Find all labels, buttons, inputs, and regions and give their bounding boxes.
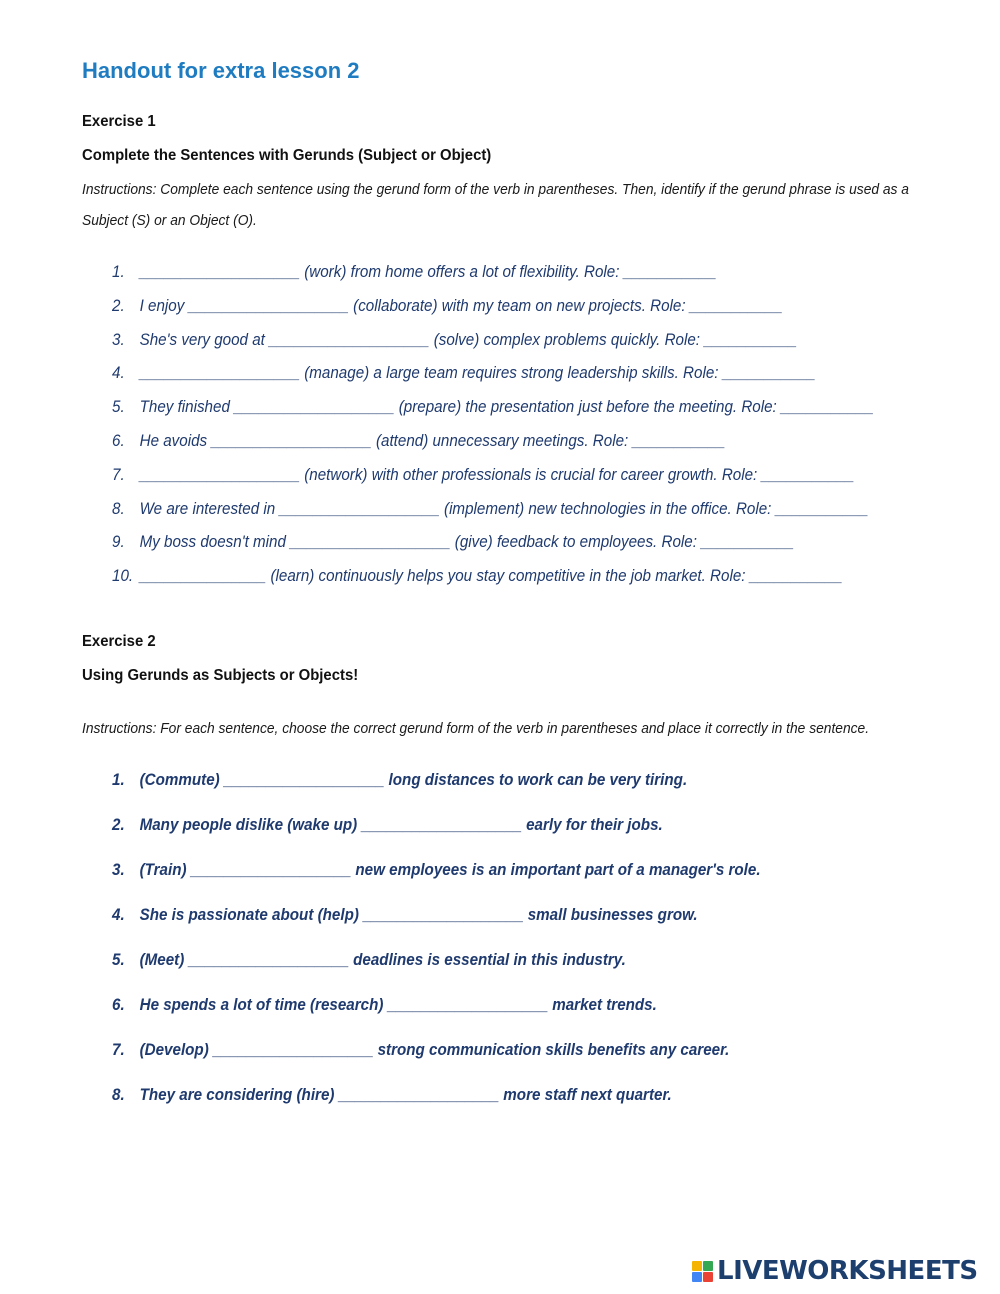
item-text: _______________ (learn) continuously helps you stay competitive in the job market. Role: ___________ <box>139 567 843 586</box>
item-text: We are interested in ___________________ (implement) new technologies in the office. Role: ___________ <box>139 499 869 518</box>
item-number: 9. <box>112 533 125 552</box>
item-number: 8. <box>112 499 125 518</box>
exercise2-heading: Using Gerunds as Subjects or Objects! <box>82 667 359 684</box>
logo-square <box>692 1272 702 1282</box>
page-title: Handout for extra lesson 2 <box>82 58 360 83</box>
logo-square <box>692 1261 702 1271</box>
exercise1-label: Exercise 1 <box>82 113 156 130</box>
exercise1-heading: Complete the Sentences with Gerunds (Subject or Object) <box>82 147 492 164</box>
item-number: 3. <box>112 861 125 879</box>
item-number: 6. <box>112 996 125 1014</box>
logo-square <box>703 1261 713 1271</box>
exercise2-label: Exercise 2 <box>82 633 156 650</box>
item-text: ___________________ (manage) a large team requires strong leadership skills. Role: ___________ <box>139 364 816 383</box>
exercise2-instructions: Instructions: For each sentence, choose the correct gerund form of the verb in parentheses and place it correctly in the sentence. <box>82 720 870 737</box>
item-number: 4. <box>112 364 125 383</box>
item-number: 2. <box>112 816 125 834</box>
item-number: 5. <box>112 398 125 417</box>
item-text: (Train) ___________________ new employees is an important part of a manager's role. <box>139 861 761 879</box>
item-number: 1. <box>112 771 125 789</box>
item-text: ___________________ (work) from home offers a lot of flexibility. Role: ___________ <box>139 263 717 281</box>
item-text: (Meet) ___________________ deadlines is essential in this industry. <box>139 951 626 969</box>
item-text: They are considering (hire) ___________________ more staff next quarter. <box>139 1086 672 1104</box>
logo-mark-icon <box>692 1261 713 1282</box>
item-number: 7. <box>112 1041 125 1059</box>
item-text: She's very good at ___________________ (solve) complex problems quickly. Role: ___________ <box>139 330 798 349</box>
item-text: He spends a lot of time (research) ___________________ market trends. <box>139 996 657 1014</box>
item-text: I enjoy ___________________ (collaborate) with my team on new projects. Role: ___________ <box>139 296 783 315</box>
item-number: 7. <box>112 465 125 484</box>
item-number: 1. <box>112 263 125 281</box>
item-number: 4. <box>112 906 125 924</box>
item-number: 5. <box>112 951 125 969</box>
item-number: 8. <box>112 1086 125 1104</box>
logo-square <box>703 1272 713 1282</box>
item-number: 2. <box>112 296 125 315</box>
item-text: Many people dislike (wake up) ___________________ early for their jobs. <box>139 816 663 834</box>
item-number: 6. <box>112 431 125 450</box>
item-text: My boss doesn't mind ___________________ (give) feedback to employees. Role: ___________ <box>139 533 795 552</box>
item-text: (Develop) ___________________ strong communication skills benefits any career. <box>139 1041 730 1059</box>
exercise1-instructions: Instructions: Complete each sentence using the gerund form of the verb in parentheses. Then, identify if the gerund phrase is used as a Subject (S) or an Object (O). <box>82 181 909 229</box>
item-text: ___________________ (network) with other professionals is crucial for career growth. Role: ___________ <box>139 465 855 484</box>
item-number: 10. <box>112 567 134 586</box>
logo-text: LIVEWORKSHEETS <box>717 1256 978 1286</box>
item-number: 3. <box>112 330 125 349</box>
item-text: They finished ___________________ (prepare) the presentation just before the meeting. Role: ___________ <box>139 398 874 417</box>
liveworksheets-logo <box>692 1256 978 1286</box>
item-text: She is passionate about (help) ___________________ small businesses grow. <box>139 906 698 924</box>
item-text: (Commute) ___________________ long distances to work can be very tiring. <box>139 771 688 789</box>
item-text: He avoids ___________________ (attend) unnecessary meetings. Role: ___________ <box>139 431 726 450</box>
